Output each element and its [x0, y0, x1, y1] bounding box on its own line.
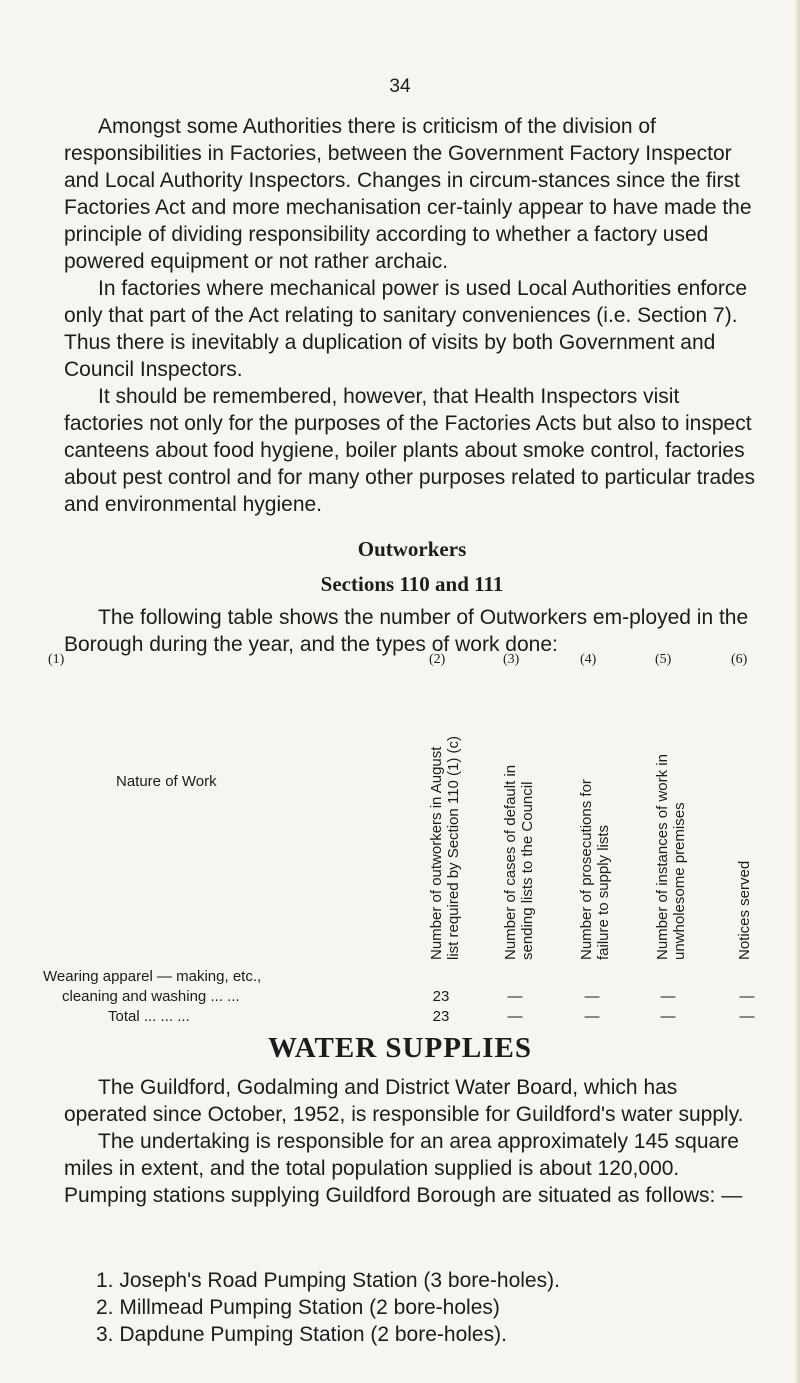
- header-default-cases: Number of cases of default in sending lists to the Council: [502, 764, 536, 960]
- row-1-col-6: —: [739, 988, 755, 1005]
- row-1-col-2: 23: [432, 988, 450, 1005]
- col-number-6: (6): [731, 652, 748, 667]
- col-number-1: (1): [48, 652, 65, 667]
- header-notices-served: Notices served: [736, 860, 753, 960]
- row-1-col-5: —: [660, 988, 676, 1005]
- intro-text: [64, 113, 760, 518]
- nature-of-work-header: Nature of Work: [116, 773, 217, 790]
- total-col-3: —: [507, 1008, 523, 1025]
- total-row-label: Total ... ... ...: [108, 1008, 190, 1025]
- outworkers-intro: The following table shows the number of Outworkers em-ployed in the Borough during the year, and the types of work done:: [64, 606, 749, 656]
- header-outworkers-count: Number of outworkers in August list required by Section 110 (1) (c): [428, 736, 462, 960]
- col-number-3: (3): [503, 652, 520, 667]
- header-unwholesome-premises: Number of instances of work in unwholesome premises: [654, 754, 688, 960]
- col-number-4: (4): [580, 652, 597, 667]
- pumping-station-1: 1. Joseph's Road Pumping Station (3 bore-holes).: [96, 1269, 560, 1292]
- row-1-col-4: —: [584, 988, 600, 1005]
- row-1-label-line-2: cleaning and washing ... ...: [62, 988, 240, 1005]
- total-col-6: —: [739, 1008, 755, 1025]
- water-paragraph-2: The undertaking is responsible for an area approximately 145 square miles in extent, and the total population supplied is about 120,000. Pumping stations supplying Guildford Borough are situated as follows: —: [64, 1130, 743, 1207]
- row-1-col-3: —: [507, 988, 523, 1005]
- pumping-station-3: 3. Dapdune Pumping Station (2 bore-holes).: [96, 1323, 507, 1346]
- water-text: [64, 1074, 760, 1209]
- total-col-2: 23: [432, 1008, 450, 1025]
- water-supplies-heading: WATER SUPPLIES: [267, 1032, 533, 1064]
- page-number: 34: [389, 76, 411, 97]
- paragraph-1: Amongst some Authorities there is criticism of the division of responsibilities in Factories, between the Government Factory Inspector and Local Authority Inspectors. Changes in circum-stances since the first Factories Act and more mechanisation cer-tainly appear to have made the principle of dividing responsibility according to whether a factory used powered equipment or not rather archaic.: [64, 115, 752, 273]
- col-number-2: (2): [429, 652, 446, 667]
- row-1-label-line-1: Wearing apparel — making, etc.,: [43, 968, 262, 985]
- page-edge-shadow: [794, 0, 800, 1383]
- header-prosecutions: Number of prosecutions for failure to supply lists: [578, 779, 612, 960]
- outworkers-heading: Outworkers: [357, 537, 467, 561]
- outworkers-subheading: Sections 110 and 111: [320, 572, 504, 596]
- paragraph-3: It should be remembered, however, that Health Inspectors visit factories not only for the purposes of the Factories Acts but also to inspect canteens about food hygiene, boiler plants about smoke control, factories about pest control and for many other purposes related to particular trades and environmental hygiene.: [64, 385, 756, 516]
- col-number-5: (5): [655, 652, 672, 667]
- total-col-5: —: [660, 1008, 676, 1025]
- total-col-4: —: [584, 1008, 600, 1025]
- paragraph-2: In factories where mechanical power is used Local Authorities enforce only that part of the Act relating to sanitary conveniences (i.e. Section 7). Thus there is inevitably a duplication of visits by both Government and Council Inspectors.: [64, 277, 748, 381]
- pumping-station-2: 2. Millmead Pumping Station (2 bore-holes): [96, 1296, 500, 1319]
- water-paragraph-1: The Guildford, Godalming and District Water Board, which has operated since October, 1952, is responsible for Guildford's water supply.: [64, 1076, 744, 1126]
